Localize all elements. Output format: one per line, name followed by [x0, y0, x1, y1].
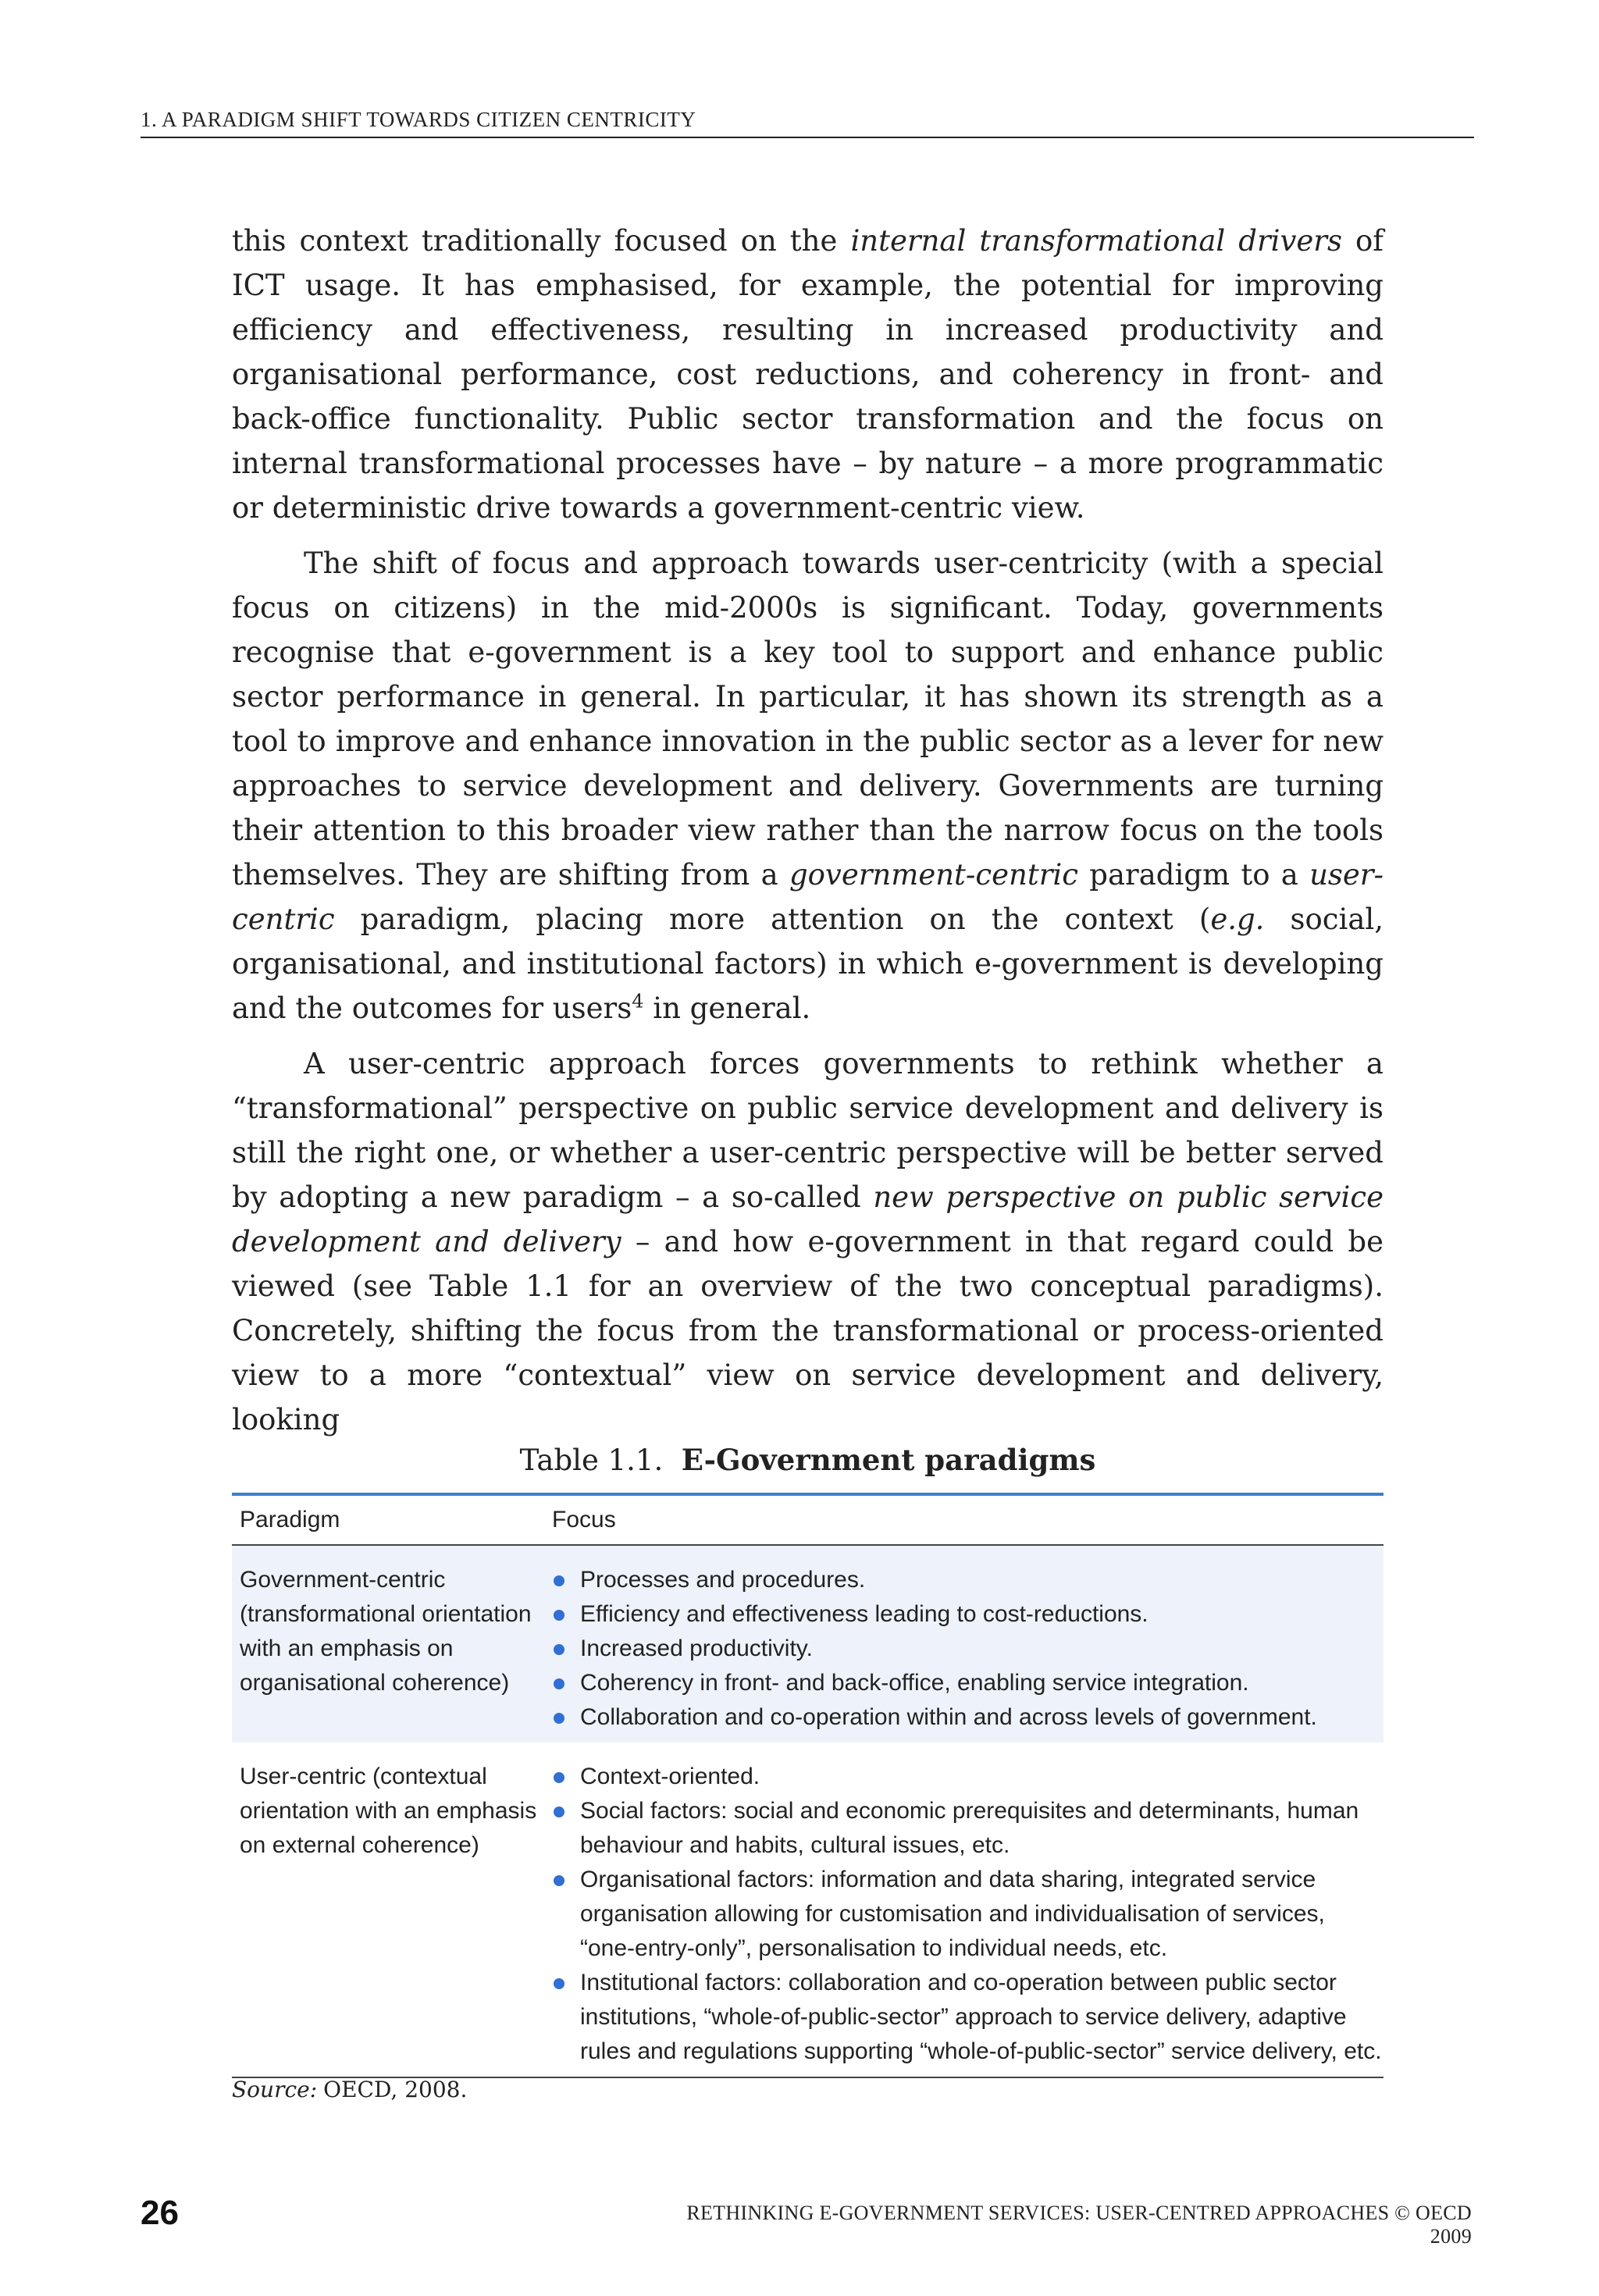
focus-bullet: Coherency in front- and back-office, enabling service integration.	[552, 1666, 1384, 1700]
focus-bullet: Collaboration and co-operation within and across levels of government.	[552, 1700, 1384, 1735]
header-paradigm: Paradigm	[240, 1507, 340, 1532]
header-focus: Focus	[552, 1507, 616, 1532]
table-header	[232, 1496, 1384, 1546]
paradigm-cell: User-centric (contextual orientation with an emphasis on external coherence)	[240, 1764, 537, 1858]
page-number: 26	[141, 2194, 179, 2232]
body-text	[232, 219, 1384, 1453]
focus-bullet: Social factors: social and economic prerequisites and determinants, human behaviour and habits, cultural issues, etc.	[552, 1794, 1384, 1863]
focus-cell	[552, 1760, 1384, 2069]
paradigm-cell: Government-centric (transformational orientation with an emphasis on organisational coherence)	[240, 1567, 532, 1696]
paradigms-table	[232, 1493, 1384, 2078]
paragraph-1: this context traditionally focused on the internal transformational drivers of ICT usage. It has emphasised, for example, the potential for improving efficiency and effectiveness, resulting in increased productivity and organisational performance, cost reductions, and coherency in front- and back-office functionality. Public sector transformation and the focus on internal transformational processes have – by nature – a more programmatic or deterministic drive towards a government-centric view.	[232, 224, 1384, 525]
focus-bullet: Institutional factors: collaboration and co-operation between public sector institutions, “whole-of-public-sector” approach to service delivery, adaptive rules and regulations supporting “whole-of-public-sector” service delivery, etc.	[552, 1966, 1384, 2069]
paragraph-2: The shift of focus and approach towards user-centricity (with a special focus on citizens) in the mid-2000s is significant. Today, governments recognise that e-government is a key tool to support and enhance public sector performance in general. In particular, it has shown its strength as a tool to improve and enhance innovation in the public sector as a lever for new approaches to service development and delivery. Governments are turning their attention to this broader view rather than the narrow focus on the tools themselves. They are shifting from a government-centric paradigm to a user-centric paradigm, placing more attention on the context (e.g. social, organisational, and institutional factors) in which e-government is developing and the outcomes for users$^4$ in general.	[232, 546, 1384, 1025]
table-source: Source: OECD, 2008.	[232, 2077, 468, 2102]
footnote-ref: 4	[632, 990, 644, 1013]
table-caption: Table 1.1. E-Government paradigms	[519, 1443, 1096, 1477]
focus-bullet: Increased productivity.	[552, 1632, 1384, 1666]
paragraph-3: A user-centric approach forces governments to rethink whether a “transformational” perspective on public service development and delivery is still the right one, or whether a user-centric perspective will be better served by adopting a new paradigm – a so-called new perspective on public service development and delivery – and how e-government in that regard could be viewed (see Table 1.1 for an overview of the two conceptual paradigms). Concretely, shifting the focus from the transformational or process-oriented view to a more “contextual” view on service development and delivery, looking	[232, 1047, 1384, 1436]
focus-bullet: Processes and procedures.	[552, 1563, 1384, 1597]
focus-cell	[552, 1563, 1384, 1735]
table-row	[232, 1546, 1384, 1742]
focus-bullet: Organisational factors: information and data sharing, integrated service organisation allowing for customisation and individualisation of services, “one-entry-only”, personalisation to individual needs, etc.	[552, 1863, 1384, 1966]
focus-bullet: Efficiency and effectiveness leading to cost-reductions.	[552, 1597, 1384, 1632]
running-head: 1. A PARADIGM SHIFT TOWARDS CITIZEN CENTRICITY	[141, 108, 1474, 138]
table-row	[232, 1742, 1384, 2077]
focus-bullet: Context-oriented.	[552, 1760, 1384, 1794]
footer-text: RETHINKING E-GOVERNMENT SERVICES: USER-CENTRED APPROACHES © OECD 2009	[686, 2202, 1472, 2248]
